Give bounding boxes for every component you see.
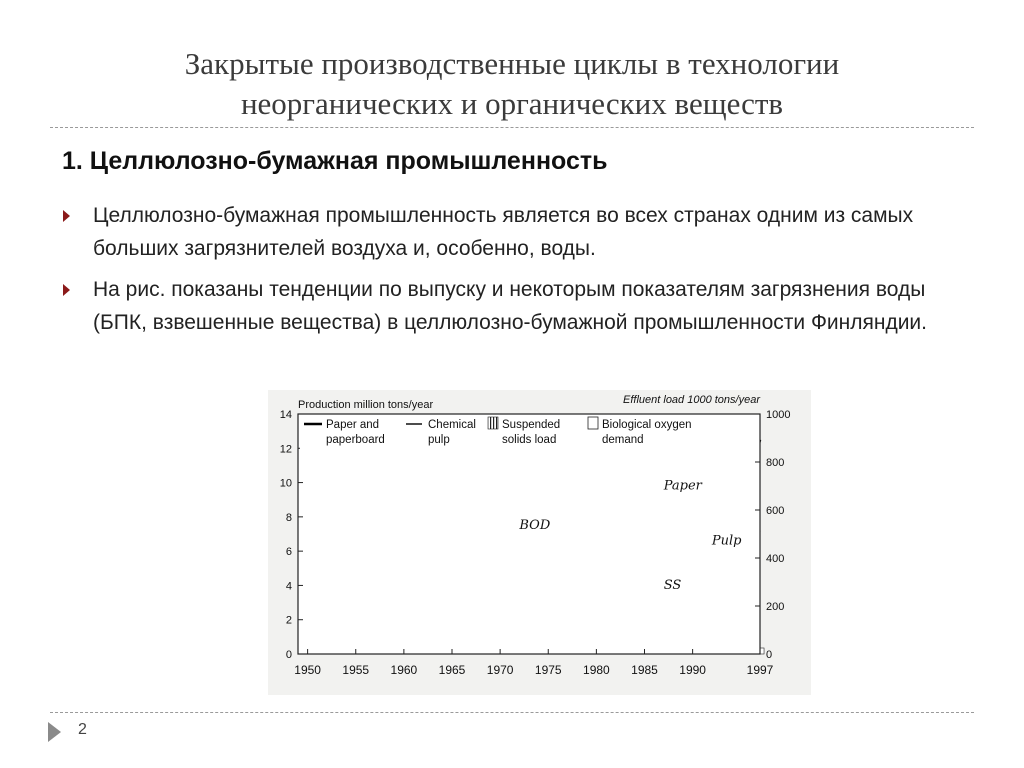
right-axis-title: Effluent load 1000 tons/year [623,394,760,406]
bullet-item-1 [93,199,973,265]
x-tick-label: 1955 [342,663,370,677]
legend-label: paperboard [326,434,385,446]
x-tick-label: 1985 [631,663,658,677]
x-tick-label: 1997 [746,663,774,677]
x-tick-label: 1950 [294,663,321,677]
y-left-tick-label: 4 [285,580,292,593]
x-tick-label: 1975 [534,663,562,677]
annotation-ss: SS [663,577,682,593]
annotation-paper: Paper [663,478,702,494]
y-left-tick-label: 10 [279,477,292,490]
legend-label: Suspended [502,419,561,431]
slide-title-line-2: неорганических и органических веществ [240,86,784,121]
footer-arrow-icon [48,722,61,742]
left-axis-title: Production million tons/year [298,399,434,411]
x-tick-label: 1970 [486,663,514,677]
footer-divider [50,712,974,713]
title-divider [50,127,974,128]
page-number: 2 [78,721,87,738]
y-left-tick-label: 6 [285,546,292,559]
slide-title [60,44,964,124]
y-left-tick-label: 14 [279,409,292,421]
y-left-tick-label: 12 [279,443,292,456]
legend-label: Chemical [428,419,476,431]
bullet-arrow-icon [63,284,70,296]
bullet-item-2 [93,273,973,339]
legend-label: Biological oxygen [602,419,692,431]
x-tick-label: 1980 [583,663,610,677]
chart-svg [268,390,811,695]
annotation-pulp: Pulp [711,533,742,549]
y-left-tick-label: 2 [285,614,292,627]
annotation-bod: BOD [519,517,551,533]
bullet-text-1: Целлюлозно-бумажная промышленность является во всех странах одним из самых больших загрязнителей воздуха и, особенно, воды. [93,204,914,260]
y-right-tick-label: 200 [766,601,785,613]
slide-title-line-1: Закрытые производственные циклы в технологии [184,46,840,81]
y-right-tick-label: 1000 [766,409,791,421]
legend-label: demand [602,434,644,446]
legend-label: solids load [502,434,557,446]
legend-ss-symbol [488,417,498,429]
y-left-tick-label: 8 [285,511,292,524]
section-heading: 1. Целлюлозно-бумажная промышленность [62,147,608,175]
legend-label: pulp [428,434,450,446]
bullet-text-2: На рис. показаны тенденции по выпуску и некоторым показателям загрязнения воды (БПК, взвешенные вещества) в целлюлозно-бумажной промышленности Финляндии. [93,278,928,334]
bod-bar [760,648,764,654]
chart-figure [268,390,811,695]
y-right-tick-label: 400 [766,553,785,565]
y-right-tick-label: 600 [766,505,785,517]
bullet-arrow-icon [63,210,70,222]
legend-bod-symbol [588,417,598,429]
x-tick-label: 1960 [390,663,418,677]
legend-label: Paper and [326,419,380,431]
y-left-tick-label: 0 [285,649,292,661]
y-right-tick-label: 0 [766,649,773,661]
x-tick-label: 1990 [679,663,706,677]
x-tick-label: 1965 [438,663,466,677]
y-right-tick-label: 800 [766,457,785,469]
